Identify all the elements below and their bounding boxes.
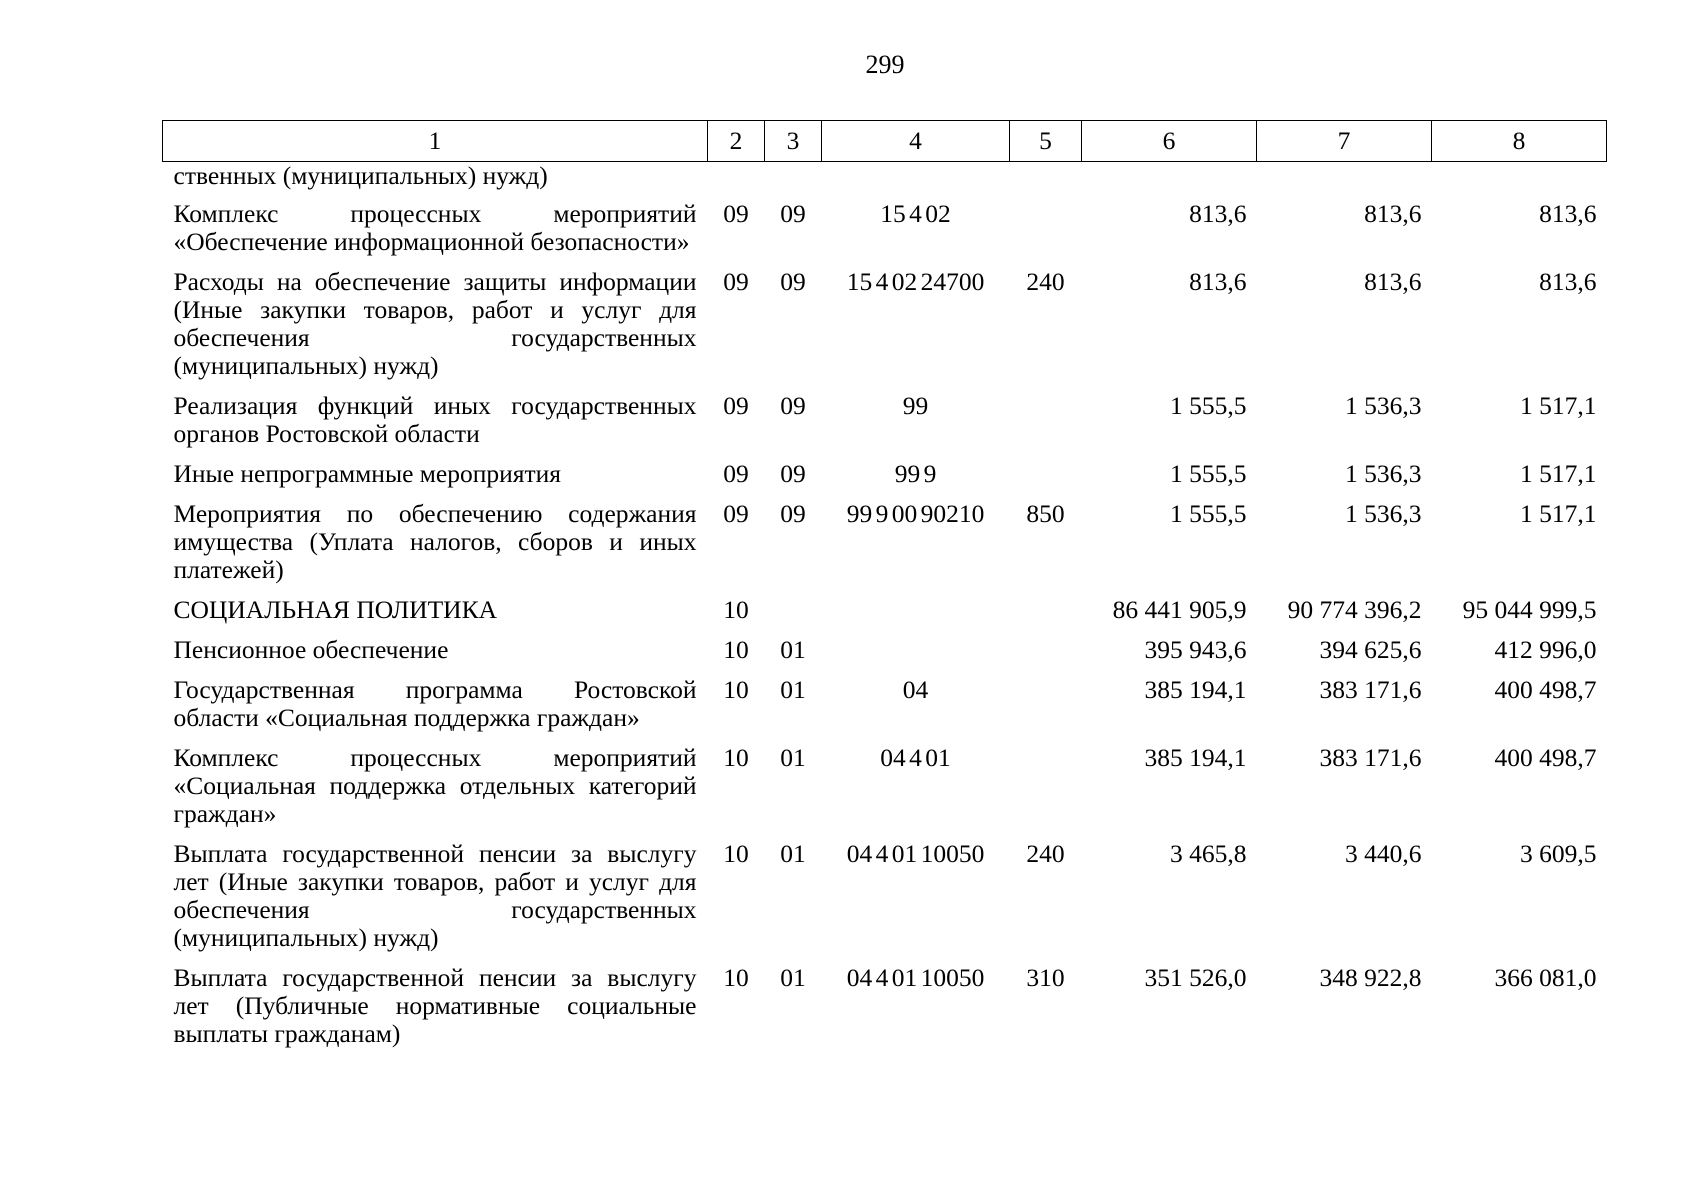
row-subsection: 09 [780,459,806,488]
row-subsection: 09 [780,199,806,228]
row-kind: 240 [1026,267,1065,296]
header-cell: 8 [1432,121,1607,162]
row-name: Выплата государственной пенсии за выслугу лет (Публичные нормативные социальные выплаты гражданам) [173,963,697,1048]
header-cell: 1 [163,121,708,162]
row-value-7: 813,6 [1364,267,1422,296]
row-value-7: 394 625,6 [1319,635,1422,664]
row-section: 10 [723,963,749,992]
row-value-6: 385 194,1 [1144,743,1247,772]
row-kind: 310 [1026,963,1065,992]
row-subsection: 09 [780,391,806,420]
table-row [163,744,1607,840]
header-cell: 4 [822,121,1010,162]
table-row [163,200,1607,268]
row-code: 15 4 02 24700 [846,267,985,296]
row-value-6: 813,6 [1189,267,1247,296]
page-number: 299 [865,50,905,79]
continuation-text: ственных (муниципальных) нужд) [173,161,548,190]
row-section: 10 [723,635,749,664]
header-cell: 3 [765,121,822,162]
row-value-8: 400 498,7 [1494,675,1597,704]
row-section: 09 [723,459,749,488]
row-value-7: 813,6 [1364,199,1422,228]
table-row [163,596,1607,636]
row-section: 10 [723,595,749,624]
table-row [163,636,1607,676]
row-name: Иные непрограммные мероприятия [173,459,562,488]
row-value-8: 813,6 [1539,267,1597,296]
row-name: Комплекс процессных мероприятий «Социальная поддержка отдельных категорий граждан» [173,743,697,828]
row-value-8: 1 517,1 [1520,391,1597,420]
header-cell: 5 [1010,121,1082,162]
row-value-8: 3 609,5 [1520,839,1597,868]
row-subsection: 09 [780,499,806,528]
row-section: 09 [723,391,749,420]
row-name: Мероприятия по обеспечению содержания имущества (Уплата налогов, сборов и иных платежей) [173,499,697,584]
row-section: 09 [723,199,749,228]
row-value-8: 366 081,0 [1494,963,1597,992]
header-row [163,121,1607,162]
row-value-6: 86 441 905,9 [1112,595,1247,624]
row-kind: 240 [1026,839,1065,868]
table-row [163,840,1607,964]
header-cell: 6 [1082,121,1257,162]
row-subsection: 01 [780,635,806,664]
row-section: 10 [723,675,749,704]
row-value-7: 383 171,6 [1319,675,1422,704]
row-section: 10 [723,839,749,868]
row-name: Реализация функций иных государственных органов Ростовской области [173,391,697,448]
continuation-row [163,162,1607,201]
row-value-8: 95 044 999,5 [1462,595,1597,624]
row-value-7: 348 922,8 [1319,963,1422,992]
row-value-7: 90 774 396,2 [1287,595,1422,624]
row-code: 04 [902,675,929,704]
row-value-8: 1 517,1 [1520,499,1597,528]
header-cell: 7 [1257,121,1432,162]
row-value-7: 1 536,3 [1345,391,1422,420]
row-value-7: 383 171,6 [1319,743,1422,772]
table-row [163,460,1607,500]
row-code: 99 9 00 90210 [846,499,985,528]
row-subsection: 01 [780,675,806,704]
row-value-6: 395 943,6 [1144,635,1247,664]
row-section: 10 [723,743,749,772]
header-cell: 2 [708,121,765,162]
table-row [163,676,1607,744]
row-kind [1010,676,1082,744]
table-row [163,500,1607,596]
row-name: Государственная программа Ростовской области «Социальная поддержка граждан» [173,675,697,732]
row-name: Комплекс процессных мероприятий «Обеспечение информационной безопасности» [173,199,697,256]
row-value-8: 1 517,1 [1520,459,1597,488]
row-code [822,636,1010,676]
row-code: 99 [902,391,929,420]
row-kind [1010,460,1082,500]
row-value-7: 3 440,6 [1345,839,1422,868]
row-value-6: 1 555,5 [1170,499,1247,528]
row-value-6: 1 555,5 [1170,459,1247,488]
row-section: 09 [723,499,749,528]
row-value-8: 813,6 [1539,199,1597,228]
row-name: СОЦИАЛЬНАЯ ПОЛИТИКА [173,595,498,624]
row-subsection: 01 [780,839,806,868]
row-code: 15 4 02 [880,199,951,228]
row-subsection: 01 [780,963,806,992]
row-name: Выплата государственной пенсии за выслугу лет (Иные закупки товаров, работ и услуг для обеспечения государственных (муниципальных) нужд) [173,839,697,952]
budget-table [162,120,1607,1060]
row-value-8: 412 996,0 [1494,635,1597,664]
row-subsection [765,596,822,636]
row-subsection: 09 [780,267,806,296]
row-value-6: 385 194,1 [1144,675,1247,704]
row-value-6: 351 526,0 [1144,963,1247,992]
row-kind [1010,744,1082,840]
row-value-7: 1 536,3 [1345,499,1422,528]
row-code: 04 4 01 [880,743,951,772]
row-value-6: 1 555,5 [1170,391,1247,420]
row-kind [1010,200,1082,268]
row-kind: 850 [1026,499,1065,528]
row-kind [1010,596,1082,636]
row-name: Расходы на обеспечение защиты информации (Иные закупки товаров, работ и услуг для обеспечения государственных (муниципальных) нужд) [173,267,697,380]
row-code: 99 9 [894,459,937,488]
row-value-6: 813,6 [1189,199,1247,228]
table-row [163,268,1607,392]
row-name: Пенсионное обеспечение [173,635,449,664]
table-row [163,964,1607,1060]
row-kind [1010,636,1082,676]
row-code: 04 4 01 10050 [846,963,985,992]
row-value-6: 3 465,8 [1170,839,1247,868]
row-value-8: 400 498,7 [1494,743,1597,772]
row-kind [1010,392,1082,460]
row-value-7: 1 536,3 [1345,459,1422,488]
row-section: 09 [723,267,749,296]
row-subsection: 01 [780,743,806,772]
table-row [163,392,1607,460]
row-code [822,596,1010,636]
row-code: 04 4 01 10050 [846,839,985,868]
